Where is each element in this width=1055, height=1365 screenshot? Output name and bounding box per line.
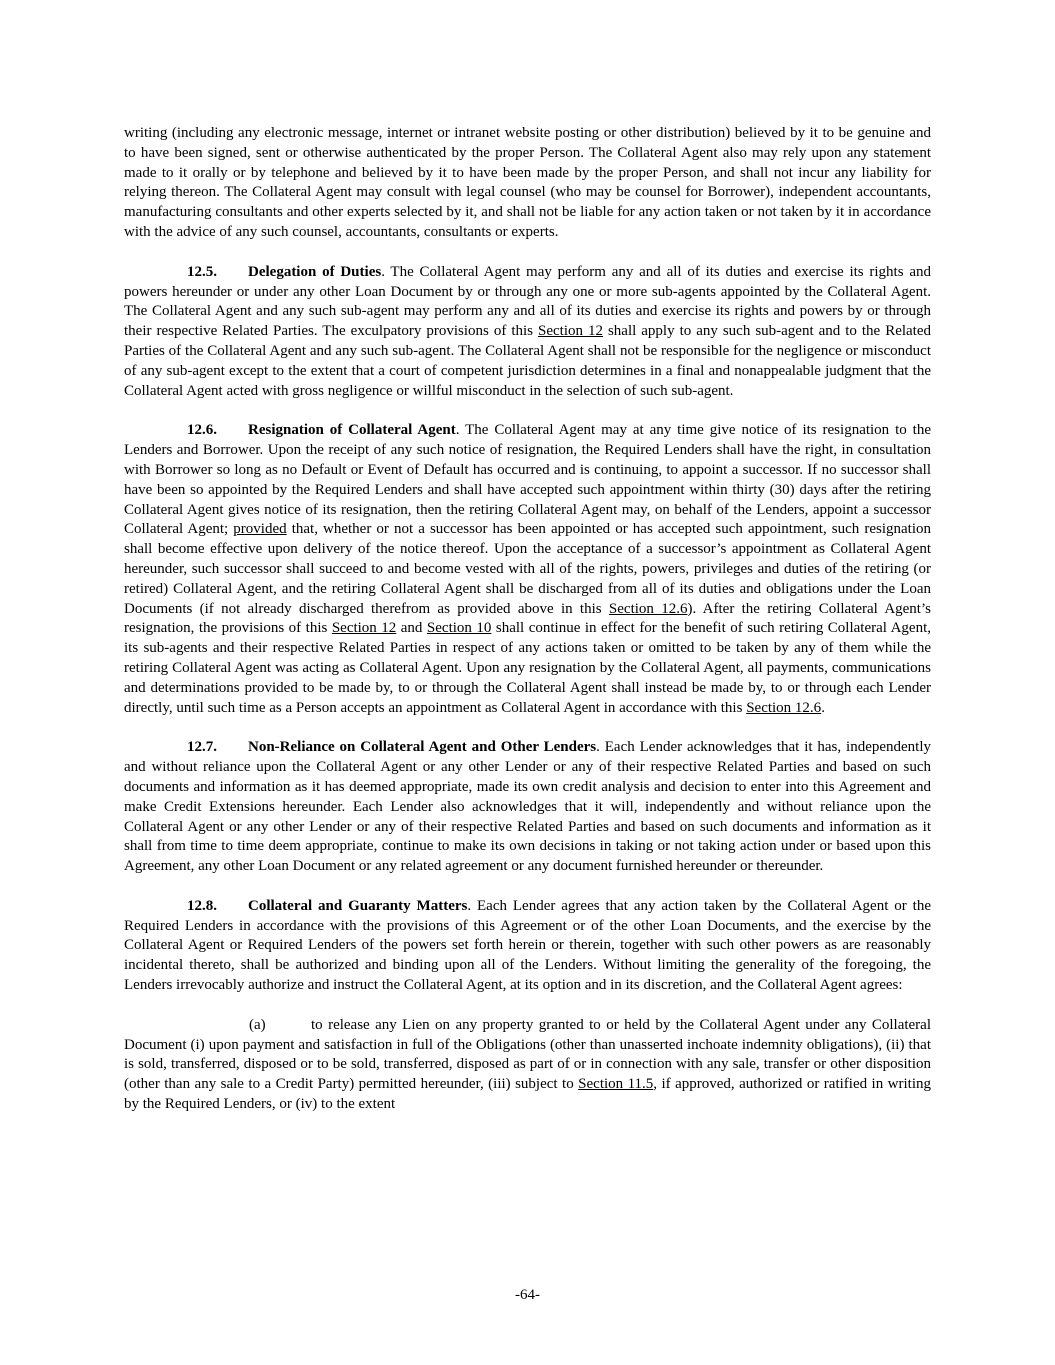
section-heading: Non-Reliance on Collateral Agent and Other Lenders — [248, 739, 597, 756]
section-text: . The Collateral Agent may perform any and all of its duties and exercise its rights and powers hereunder or under any other Loan Document by or through any one or more sub-agents appointed by the Collateral Agent. The Collateral Agent and any such sub-agent may perform any and all of its duties and exercise its rights and powers by or through their respective Related Parties. The exculpatory provisions of this — [124, 263, 931, 340]
section-heading: Resignation of Collateral Agent — [248, 422, 456, 439]
clause-text: to release any Lien on any property granted to or held by the Collateral Agent under any Collateral Document (i) upon payment and satisfaction in full of the Obligations (other than unasserted inchoate indemnity obligations), (ii) that is sold, transferred, disposed or to be sold, transferred, disposed as part of or in connection with any sale, transfer or other disposition (other than any sale to a Credit Party) permitted hereunder, (iii) subject to — [124, 1016, 931, 1093]
section-reference: Section 12.6 — [608, 600, 688, 617]
clause-text: , if approved, authorized or ratified in writing by the Required Lenders, or (iv) to the extent — [124, 1076, 932, 1113]
section-text: . — [821, 699, 825, 716]
section-text: shall continue in effect for the benefit of such retiring Collateral Agent, its sub-agents and their respective Related Parties in respect of any actions taken or omitted to be taken by any of them while the retiring Collateral Agent was acting as Collateral Agent. Upon any resignation by the Collateral Agent, all payments, communications and determinations provided to be made by, to or through the Collateral Agent shall instead be made by, to or through each Lender directly, until such time as a Person accepts an appointment as Collateral Agent in accordance with this — [124, 620, 931, 716]
section-number: 12.7. — [187, 739, 217, 756]
section-text: shall apply to any such sub-agent and to the Related Parties of the Collateral Agent and any such sub-agent. The Collateral Agent shall not be responsible for the negligence or misconduct of any sub-agent except to the extent that a court of competent jurisdiction determines in a final and nonappealable judgment that the Collateral Agent acted with gross negligence or willful misconduct in the selection of such sub-agent. — [124, 323, 932, 399]
section-text: . Each Lender acknowledges that it has, independently and without reliance upon the Collateral Agent or any other Lender or any of their respective Related Parties and based on such documents and information as it has deemed appropriate, made its own credit analysis and decision to enter into this Agreement and make Credit Extensions hereunder. Each Lender also acknowledges that it will, independently and without reliance upon the Collateral Agent or any other Lender or any of their respective Related Parties and based on such documents and information as it shall from time to time deem appropriate, continue to make its own decisions in taking or not taking action under or based upon this Agreement, any other Loan Document or any related agreement or any document furnished hereunder or thereunder. — [124, 739, 932, 875]
section-reference: Section 10 — [426, 620, 492, 637]
section-text: that, whether or not a successor has been appointed or has accepted such appointment, such resignation shall become effective upon delivery of the notice thereof. Upon the acceptance of a successor’s appointment as Collateral Agent hereunder, such successor shall succeed to and become vested with all of the rights, powers, privileges and duties of the retiring (or retired) Collateral Agent, and the retiring Collateral Agent shall be discharged from all of its duties and obligations under the Loan Documents (if not already discharged therefrom as provided above in this — [124, 521, 931, 617]
clause-a — [124, 1016, 931, 1115]
section-12-5 — [124, 263, 931, 402]
page-number: -64- — [515, 1287, 540, 1303]
clause-label: (a) — [249, 1016, 266, 1033]
intro-text: writing (including any electronic message, internet or intranet website posting or other distribution) believed by it to be genuine and to have been signed, sent or otherwise authenticated by the proper Person. The Collateral Agent also may rely upon any statement made to it orally or by telephone and believed by it to have been made by the proper Person, and shall not incur any liability for relying thereon. The Collateral Agent may consult with legal counsel (who may be counsel for Borrower), independent accountants, manufacturing consultants and other experts selected by it, and shall not be liable for any action taken or not taken by it in accordance with the advice of any such counsel, accountants, consultants or experts. — [124, 125, 931, 240]
document-page — [124, 124, 931, 1135]
intro-paragraph — [124, 124, 931, 243]
section-heading: Delegation of Duties — [248, 263, 382, 280]
section-number: 12.5. — [187, 263, 217, 280]
section-text: . Each Lender agrees that any action taken by the Collateral Agent or the Required Lenders in accordance with the provisions of this Agreement or of the other Loan Documents, and the exercise by the Collateral Agent or Required Lenders of the powers set forth herein or therein, together with such other powers as are reasonably incidental thereto, shall be authorized and binding upon all of the Lenders. Without limiting the generality of the foregoing, the Lenders irrevocably authorize and instruct the Collateral Agent, at its option and in its discretion, and the Collateral Agent agrees: — [124, 897, 931, 994]
section-reference: Section 12.6 — [746, 699, 822, 716]
section-heading: Collateral and Guaranty Matters — [248, 897, 468, 914]
section-reference: Section 12 — [538, 323, 603, 340]
section-reference: Section 12 — [331, 620, 397, 637]
section-text: . The Collateral Agent may at any time give notice of its resignation to the Lenders and Borrower. Upon the receipt of any such notice of resignation, the Required Lenders shall have the right, in consultation with Borrower so long as no Default or Event of Default has occurred and is continuing, to appoint a successor. If no successor shall have been so appointed by the Required Lenders and shall have accepted such appointment within thirty (30) days after the retiring Collateral Agent gives notice of its resignation, then the retiring Collateral Agent may, on behalf of the Lenders, appoint a successor Collateral Agent; — [124, 422, 931, 538]
section-12-8 — [124, 897, 931, 996]
provided-term: provided — [233, 521, 287, 538]
section-12-7 — [124, 738, 931, 877]
section-reference: Section 11.5 — [578, 1076, 654, 1093]
section-12-6 — [124, 421, 931, 718]
section-text: and — [396, 620, 427, 637]
section-number: 12.6. — [187, 422, 217, 439]
section-text: ). After the retiring Collateral Agent’s resignation, the provisions of this — [124, 600, 931, 637]
section-number: 12.8. — [187, 897, 217, 914]
